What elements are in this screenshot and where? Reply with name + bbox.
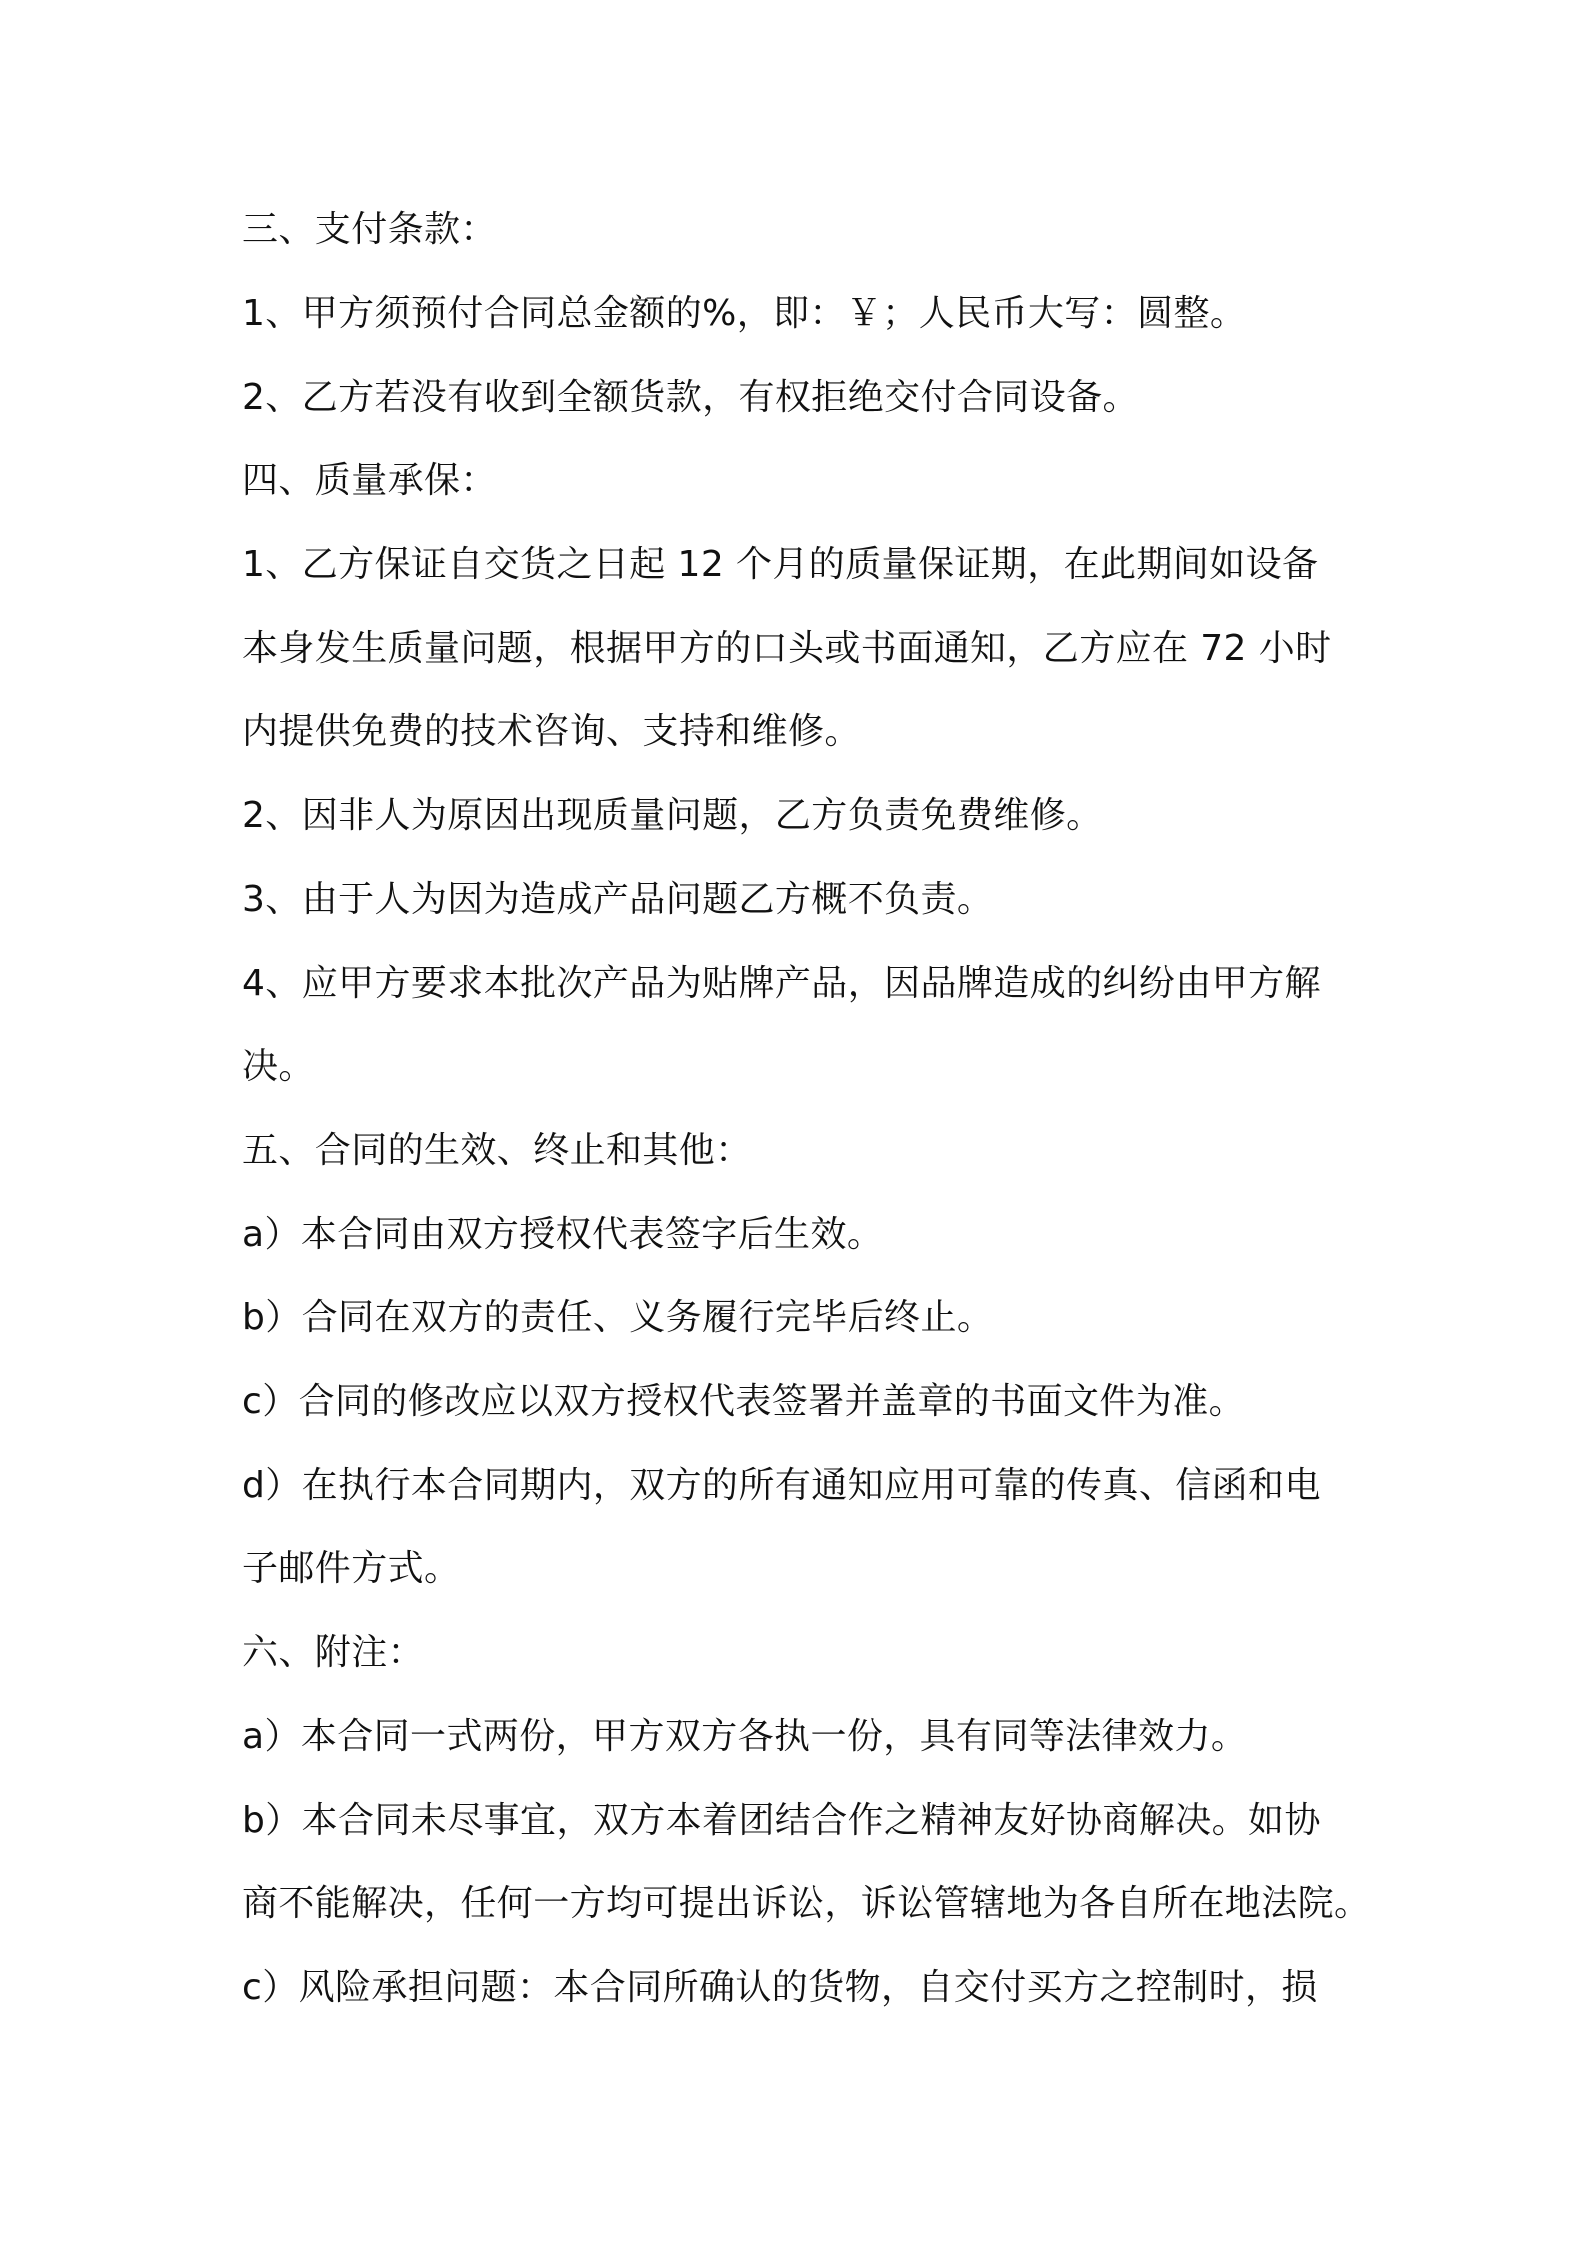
clause-line: 内提供免费的技术咨询、支持和维修。 <box>242 711 861 752</box>
clause-line: b）合同在双方的责任、义务履行完毕后终止。 <box>242 1297 994 1338</box>
clause-line: 决。 <box>242 1046 315 1087</box>
clause-line: 3、由于人为因为造成产品问题乙方概不负责。 <box>242 879 994 920</box>
clause-line: 4、应甲方要求本批次产品为贴牌产品，因品牌造成的纠纷由甲方解 <box>242 963 1321 1004</box>
clause-line: 2、乙方若没有收到全额货款，有权拒绝交付合同设备。 <box>242 377 1139 418</box>
clause-line: 1、甲方须预付合同总金额的%，即：￥；人民币大写：圆整。 <box>242 293 1247 334</box>
clause-line: b）本合同未尽事宜，双方本着团结合作之精神友好协商解决。如协 <box>242 1800 1321 1841</box>
clause-line: a）本合同一式两份，甲方双方各执一份，具有同等法律效力。 <box>242 1716 1248 1757</box>
clause-line: a）本合同由双方授权代表签字后生效。 <box>242 1214 884 1255</box>
section-heading-quality-warranty: 四、质量承保： <box>242 460 497 501</box>
clause-line: c）风险承担问题：本合同所确认的货物，自交付买方之控制时，损 <box>242 1967 1318 2008</box>
clause-line: 子邮件方式。 <box>242 1548 461 1589</box>
clause-line: d）在执行本合同期内，双方的所有通知应用可靠的传真、信函和电 <box>242 1465 1321 1506</box>
section-heading-notes: 六、附注： <box>242 1632 425 1673</box>
clause-line: 1、乙方保证自交货之日起 12 个月的质量保证期，在此期间如设备 <box>242 544 1319 585</box>
clause-line: 商不能解决，任何一方均可提出诉讼，诉讼管辖地为各自所在地法院。 <box>242 1883 1371 1924</box>
clause-line: 2、因非人为原因出现质量问题，乙方负责免费维修。 <box>242 795 1103 836</box>
clause-line: c）合同的修改应以双方授权代表签署并盖章的书面文件为准。 <box>242 1381 1245 1422</box>
section-heading-effectiveness-termination: 五、合同的生效、终止和其他： <box>242 1130 752 1171</box>
clause-line: 本身发生质量问题，根据甲方的口头或书面通知，乙方应在 72 小时 <box>242 628 1332 669</box>
section-heading-payment-terms: 三、支付条款： <box>242 209 497 250</box>
